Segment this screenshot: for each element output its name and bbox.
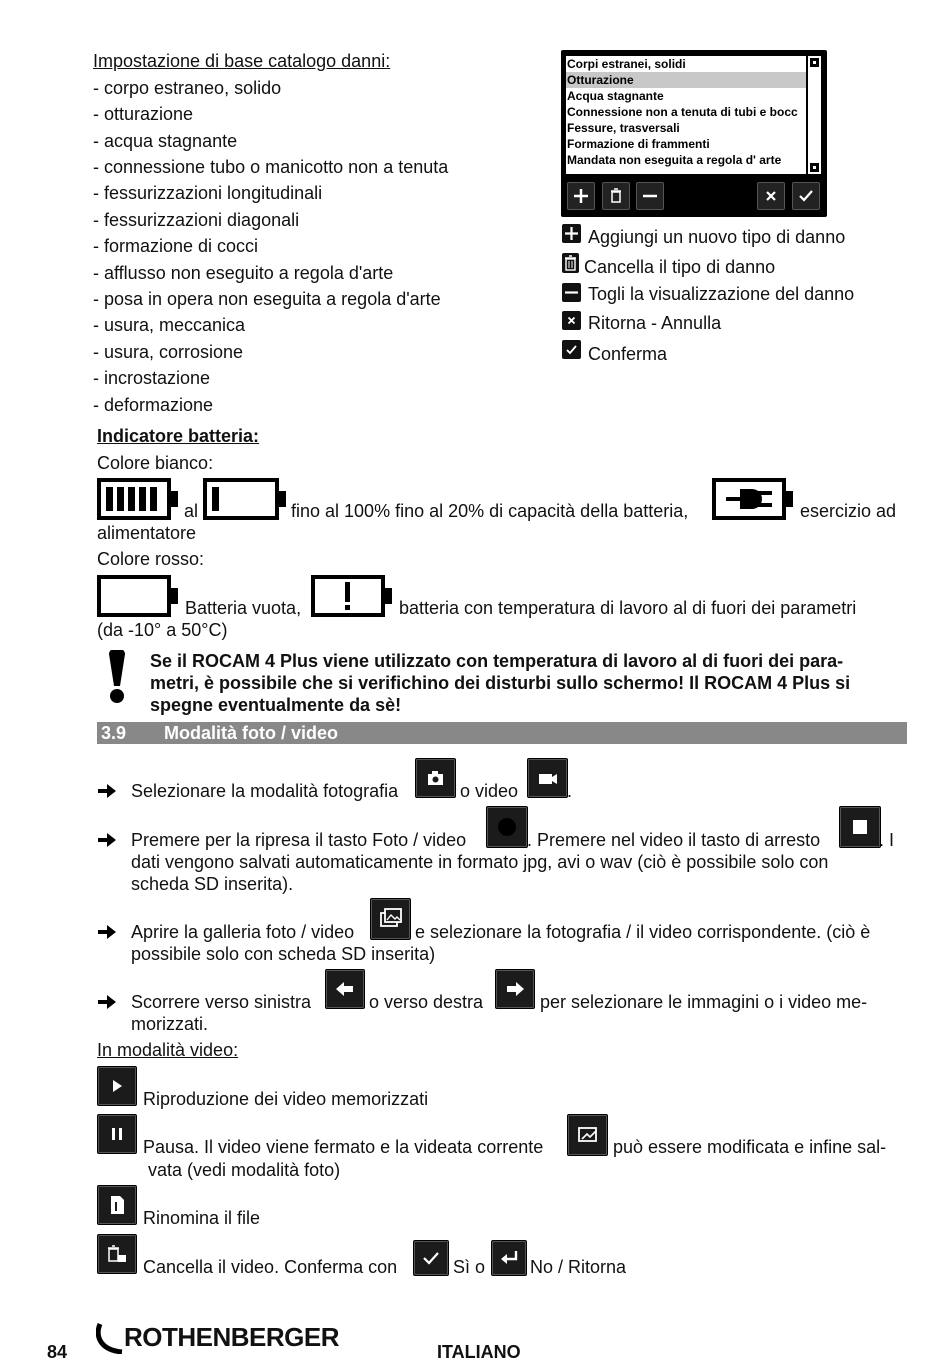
catalog-item: - formazione di cocci bbox=[93, 236, 259, 256]
battery-adapter-icon bbox=[712, 478, 796, 520]
catalog-item: - usura, corrosione bbox=[93, 342, 244, 362]
list-item[interactable]: Connessione non a tenuta di tubi e bocc bbox=[567, 105, 798, 119]
delete-button[interactable] bbox=[602, 182, 630, 210]
catalog-item: - fessurizzazioni diagonali bbox=[93, 210, 300, 230]
battery-low-icon bbox=[203, 478, 289, 520]
arrow-right-icon bbox=[97, 832, 117, 848]
catalog-item: - usura, meccanica bbox=[93, 315, 246, 335]
cancel-button[interactable] bbox=[757, 182, 785, 210]
step1-text-c: . bbox=[567, 781, 573, 801]
yes-button[interactable] bbox=[413, 1240, 449, 1276]
pause-text-b: può essere modificata e infine sal- bbox=[613, 1137, 887, 1157]
video-mode-heading: In modalità video: bbox=[97, 1040, 239, 1060]
scroll-up-icon[interactable] bbox=[810, 58, 819, 67]
pause-line-2: vata (vedi modalità foto) bbox=[148, 1160, 341, 1180]
step2-line-3: scheda SD inserita). bbox=[131, 874, 294, 894]
catalog-item: - otturazione bbox=[93, 104, 194, 124]
battery-temp-text-1: batteria con temperatura di lavoro al di fuori dei parametri bbox=[399, 598, 857, 618]
device-screen bbox=[561, 50, 827, 217]
battery-empty-icon bbox=[97, 575, 181, 617]
brand-swoosh-icon bbox=[96, 1322, 124, 1354]
list-item[interactable]: Fessure, trasversali bbox=[567, 121, 680, 135]
step2-text-c: . I bbox=[879, 830, 895, 850]
add-button[interactable] bbox=[567, 182, 595, 210]
close-icon bbox=[758, 183, 784, 209]
warning-line-2: metri, è possibile che si verifichino dei disturbi sullo schermo! Il ROCAM 4 Plus si bbox=[150, 673, 851, 693]
section-header bbox=[97, 722, 907, 744]
hide-button[interactable] bbox=[636, 182, 664, 210]
step1-text-a: Selezionare la modalità fotografia bbox=[131, 781, 399, 801]
edit-image-button[interactable] bbox=[567, 1114, 608, 1156]
catalog-item: - incrostazione bbox=[93, 368, 211, 388]
list-item-selected[interactable]: Otturazione bbox=[566, 72, 806, 88]
arrow-right-icon bbox=[97, 783, 117, 799]
catalog-item: - connessione tubo o manicotto non a tenuta bbox=[93, 157, 449, 177]
play-icon bbox=[98, 1067, 136, 1105]
battery-al-text: al bbox=[184, 501, 199, 521]
check-icon bbox=[793, 183, 819, 209]
step2-line-2: dati vengono salvati automaticamente in formato jpg, avi o wav (ciò è possibile solo con bbox=[131, 852, 829, 872]
brand-name: ROTHENBERGER bbox=[124, 1322, 340, 1352]
minus-icon bbox=[562, 283, 581, 302]
battery-range-text: fino al 100% fino al 20% di capacità della batteria, bbox=[291, 501, 689, 521]
check-icon bbox=[414, 1241, 448, 1275]
delete-video-button[interactable] bbox=[97, 1234, 137, 1274]
scroll-down-icon[interactable] bbox=[810, 163, 819, 172]
step4-text-c: per selezionare le immagini o i video me- bbox=[540, 992, 868, 1012]
step3-line-2: possibile solo con scheda SD inserita) bbox=[131, 944, 436, 964]
list-item[interactable]: Corpi estranei, solidi bbox=[567, 57, 686, 71]
trash-icon bbox=[562, 253, 579, 273]
battery-adapter-text-1: esercizio ad bbox=[800, 501, 897, 521]
video-camera-icon bbox=[528, 759, 567, 797]
minus-icon bbox=[637, 183, 663, 209]
legend-add-label: Aggiungi un nuovo tipo di danno bbox=[588, 227, 846, 247]
damage-type-list bbox=[566, 56, 806, 174]
check-icon bbox=[562, 340, 581, 359]
battery-temp-text-2: (da -10° a 50°C) bbox=[97, 620, 228, 640]
catalog-item: - deformazione bbox=[93, 395, 214, 415]
catalog-item: - corpo estraneo, solido bbox=[93, 78, 282, 98]
battery-temperature-icon bbox=[311, 575, 395, 617]
step3-text-a: Aprire la galleria foto / video bbox=[131, 922, 355, 942]
gallery-button[interactable] bbox=[370, 898, 411, 940]
scroll-right-button[interactable] bbox=[495, 969, 535, 1009]
battery-full-icon bbox=[97, 478, 181, 520]
catalog-item: - fessurizzazioni longitudinali bbox=[93, 183, 323, 203]
confirm-button[interactable] bbox=[792, 182, 820, 210]
arrow-left-icon bbox=[326, 970, 364, 1008]
legend-cancel-label: Ritorna - Annulla bbox=[588, 313, 722, 333]
pause-icon bbox=[98, 1115, 136, 1153]
step2-text-a: Premere per la ripresa il tasto Foto / video bbox=[131, 830, 467, 850]
stop-icon bbox=[840, 807, 880, 847]
rename-text: Rinomina il file bbox=[143, 1208, 261, 1228]
step4-text-a: Scorrere verso sinistra bbox=[131, 992, 312, 1012]
section-title: Modalità foto / video bbox=[164, 723, 338, 743]
list-item[interactable]: Mandata non eseguita a regola d' arte bbox=[567, 153, 782, 167]
catalog-item: - afflusso non eseguito a regola d'arte bbox=[93, 263, 394, 283]
camera-icon bbox=[416, 759, 455, 797]
scroll-left-button[interactable] bbox=[325, 969, 365, 1009]
battery-adapter-text-2: alimentatore bbox=[97, 523, 197, 543]
arrow-right-icon bbox=[97, 994, 117, 1010]
step1-text-b: o video bbox=[460, 781, 519, 801]
no-return-button[interactable] bbox=[491, 1240, 527, 1276]
warning-exclamation-icon bbox=[106, 650, 128, 704]
battery-red-label: Colore rosso: bbox=[97, 549, 205, 569]
step4-line-2: morizzati. bbox=[131, 1014, 209, 1034]
rename-button[interactable] bbox=[97, 1185, 137, 1225]
list-item[interactable]: Formazione di frammenti bbox=[567, 137, 710, 151]
list-item[interactable]: Acqua stagnante bbox=[567, 89, 664, 103]
photo-mode-button[interactable] bbox=[415, 758, 456, 798]
catalog-item: - acqua stagnante bbox=[93, 131, 238, 151]
record-button[interactable] bbox=[486, 806, 528, 848]
step4-text-b: o verso destra bbox=[369, 992, 484, 1012]
catalog-heading: Impostazione di base catalogo danni: bbox=[93, 51, 391, 71]
legend-confirm-label: Conferma bbox=[588, 344, 668, 364]
plus-icon bbox=[562, 224, 581, 243]
step3-text-b: e selezionare la fotografia / il video corrispondente. (ciò è bbox=[415, 922, 871, 942]
close-icon bbox=[562, 311, 581, 330]
video-mode-button[interactable] bbox=[527, 758, 568, 798]
page-number: 84 bbox=[47, 1342, 68, 1362]
edit-image-icon bbox=[568, 1115, 607, 1155]
battery-heading: Indicatore batteria: bbox=[97, 426, 260, 446]
delete-video-icon bbox=[98, 1235, 136, 1273]
pause-text-a: Pausa. Il video viene fermato e la videata corrente bbox=[143, 1137, 544, 1157]
trash-icon bbox=[603, 183, 629, 209]
footer-language: ITALIANO bbox=[437, 1342, 521, 1362]
delete-text-b: Sì o bbox=[453, 1257, 486, 1277]
play-button[interactable] bbox=[97, 1066, 137, 1106]
delete-text-c: No / Ritorna bbox=[530, 1257, 627, 1277]
record-icon bbox=[487, 807, 527, 847]
legend-delete-label: Cancella il tipo di danno bbox=[584, 257, 776, 277]
catalog-item: - posa in opera non eseguita a regola d'arte bbox=[93, 289, 441, 309]
gallery-icon bbox=[371, 899, 410, 939]
arrow-right-icon bbox=[496, 970, 534, 1008]
stop-button[interactable] bbox=[839, 806, 881, 848]
delete-text-a: Cancella il video. Conferma con bbox=[143, 1257, 398, 1277]
warning-line-3: spegne eventualmente da sè! bbox=[150, 695, 402, 715]
warning-line-1: Se il ROCAM 4 Plus viene utilizzato con temperatura di lavoro al di fuori dei para- bbox=[150, 651, 844, 671]
section-number: 3.9 bbox=[101, 723, 127, 743]
battery-empty-text: Batteria vuota, bbox=[185, 598, 302, 618]
legend-hide-label: Togli la visualizzazione del danno bbox=[588, 284, 855, 304]
step2-text-b: . Premere nel video il tasto di arresto bbox=[527, 830, 821, 850]
plus-icon bbox=[568, 183, 594, 209]
battery-white-label: Colore bianco: bbox=[97, 453, 214, 473]
arrow-right-icon bbox=[97, 924, 117, 940]
list-scrollbar[interactable] bbox=[808, 56, 821, 174]
play-text: Riproduzione dei video memorizzati bbox=[143, 1089, 429, 1109]
pause-button[interactable] bbox=[97, 1114, 137, 1154]
rename-file-icon bbox=[98, 1186, 136, 1224]
return-icon bbox=[492, 1241, 526, 1275]
